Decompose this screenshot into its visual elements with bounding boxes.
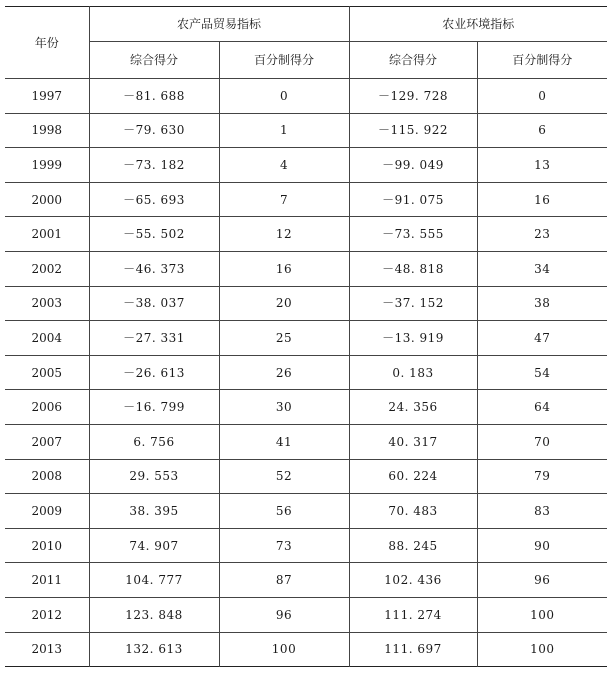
trade-composite-score-cell: 132. 613: [89, 632, 219, 667]
table-row: [5, 563, 607, 598]
table-row: [5, 632, 607, 667]
environment-composite-score-cell: 102. 436: [349, 563, 477, 598]
trade-indicator-group-header: 农产品贸易指标: [89, 7, 349, 42]
trade-composite-score-cell: －55. 502: [89, 217, 219, 252]
table-row: [5, 217, 607, 252]
table-row: [5, 355, 607, 390]
environment-composite-score-cell: －48. 818: [349, 251, 477, 286]
environment-percentage-score-cell: 16: [477, 182, 607, 217]
score-table: [5, 6, 607, 667]
environment-percentage-score-header: 百分制得分: [477, 42, 607, 79]
year-cell: 2010: [5, 528, 89, 563]
trade-percentage-score-cell: 1: [219, 113, 349, 148]
table-row: [5, 148, 607, 183]
trade-composite-score-cell: －27. 331: [89, 321, 219, 356]
environment-composite-score-cell: －13. 919: [349, 321, 477, 356]
environment-percentage-score-cell: 83: [477, 494, 607, 529]
trade-composite-score-cell: －79. 630: [89, 113, 219, 148]
table-row: [5, 459, 607, 494]
table-row: [5, 182, 607, 217]
trade-percentage-score-cell: 25: [219, 321, 349, 356]
table-row: [5, 321, 607, 356]
year-cell: 2008: [5, 459, 89, 494]
environment-composite-score-cell: 111. 274: [349, 597, 477, 632]
environment-composite-score-cell: 70. 483: [349, 494, 477, 529]
environment-percentage-score-cell: 47: [477, 321, 607, 356]
year-cell: 1997: [5, 79, 89, 114]
year-column-header: 年份: [5, 7, 89, 79]
environment-composite-score-cell: －129. 728: [349, 79, 477, 114]
trade-composite-score-cell: －38. 037: [89, 286, 219, 321]
table-row: [5, 79, 607, 114]
environment-composite-score-header: 综合得分: [349, 42, 477, 79]
trade-percentage-score-cell: 7: [219, 182, 349, 217]
trade-composite-score-cell: －73. 182: [89, 148, 219, 183]
trade-composite-score-cell: 74. 907: [89, 528, 219, 563]
environment-composite-score-cell: 60. 224: [349, 459, 477, 494]
table-row: [5, 390, 607, 425]
table-row: [5, 113, 607, 148]
trade-composite-score-cell: 38. 395: [89, 494, 219, 529]
environment-composite-score-cell: －37. 152: [349, 286, 477, 321]
environment-percentage-score-cell: 64: [477, 390, 607, 425]
trade-percentage-score-cell: 73: [219, 528, 349, 563]
table-header: [5, 7, 607, 79]
trade-composite-score-cell: 6. 756: [89, 424, 219, 459]
environment-percentage-score-cell: 38: [477, 286, 607, 321]
environment-percentage-score-cell: 96: [477, 563, 607, 598]
trade-percentage-score-cell: 96: [219, 597, 349, 632]
environment-composite-score-cell: 0. 183: [349, 355, 477, 390]
trade-percentage-score-cell: 52: [219, 459, 349, 494]
environment-composite-score-cell: 111. 697: [349, 632, 477, 667]
environment-composite-score-cell: －115. 922: [349, 113, 477, 148]
environment-percentage-score-cell: 54: [477, 355, 607, 390]
trade-composite-score-cell: 29. 553: [89, 459, 219, 494]
table-row: [5, 528, 607, 563]
environment-percentage-score-cell: 34: [477, 251, 607, 286]
trade-percentage-score-cell: 0: [219, 79, 349, 114]
year-cell: 2009: [5, 494, 89, 529]
table-body: [5, 79, 607, 667]
trade-composite-score-cell: －65. 693: [89, 182, 219, 217]
year-cell: 1999: [5, 148, 89, 183]
trade-percentage-score-cell: 87: [219, 563, 349, 598]
trade-percentage-score-cell: 41: [219, 424, 349, 459]
year-cell: 1998: [5, 113, 89, 148]
table-row: [5, 597, 607, 632]
trade-composite-score-cell: 123. 848: [89, 597, 219, 632]
year-cell: 2001: [5, 217, 89, 252]
table-row: [5, 286, 607, 321]
environment-indicator-group-header: 农业环境指标: [349, 7, 607, 42]
trade-composite-score-cell: －16. 799: [89, 390, 219, 425]
trade-composite-score-cell: 104. 777: [89, 563, 219, 598]
table-row: [5, 494, 607, 529]
trade-percentage-score-cell: 16: [219, 251, 349, 286]
year-cell: 2003: [5, 286, 89, 321]
year-cell: 2012: [5, 597, 89, 632]
environment-composite-score-cell: －73. 555: [349, 217, 477, 252]
environment-percentage-score-cell: 13: [477, 148, 607, 183]
trade-composite-score-header: 综合得分: [89, 42, 219, 79]
trade-composite-score-cell: －81. 688: [89, 79, 219, 114]
year-cell: 2006: [5, 390, 89, 425]
trade-percentage-score-cell: 12: [219, 217, 349, 252]
trade-composite-score-cell: －26. 613: [89, 355, 219, 390]
environment-percentage-score-cell: 6: [477, 113, 607, 148]
environment-composite-score-cell: 40. 317: [349, 424, 477, 459]
environment-composite-score-cell: －91. 075: [349, 182, 477, 217]
trade-percentage-score-cell: 26: [219, 355, 349, 390]
environment-composite-score-cell: 88. 245: [349, 528, 477, 563]
trade-percentage-score-cell: 56: [219, 494, 349, 529]
trade-percentage-score-header: 百分制得分: [219, 42, 349, 79]
environment-percentage-score-cell: 70: [477, 424, 607, 459]
environment-percentage-score-cell: 23: [477, 217, 607, 252]
table-row: [5, 424, 607, 459]
year-cell: 2000: [5, 182, 89, 217]
environment-percentage-score-cell: 79: [477, 459, 607, 494]
environment-percentage-score-cell: 0: [477, 79, 607, 114]
environment-composite-score-cell: 24. 356: [349, 390, 477, 425]
trade-percentage-score-cell: 4: [219, 148, 349, 183]
year-cell: 2013: [31, 642, 63, 657]
environment-percentage-score-cell: 100: [477, 632, 607, 667]
year-cell: 2004: [5, 321, 89, 356]
trade-percentage-score-cell: 30: [219, 390, 349, 425]
year-cell: 2011: [5, 563, 89, 598]
trade-percentage-score-cell: 20: [219, 286, 349, 321]
environment-percentage-score-cell: 100: [477, 597, 607, 632]
year-cell: 2005: [5, 355, 89, 390]
trade-composite-score-cell: －46. 373: [89, 251, 219, 286]
score-table-container: [5, 6, 607, 667]
year-cell: 2007: [5, 424, 89, 459]
year-cell: 2002: [5, 251, 89, 286]
environment-composite-score-cell: －99. 049: [349, 148, 477, 183]
environment-percentage-score-cell: 90: [477, 528, 607, 563]
trade-percentage-score-cell: 100: [219, 632, 349, 667]
table-row: [5, 251, 607, 286]
